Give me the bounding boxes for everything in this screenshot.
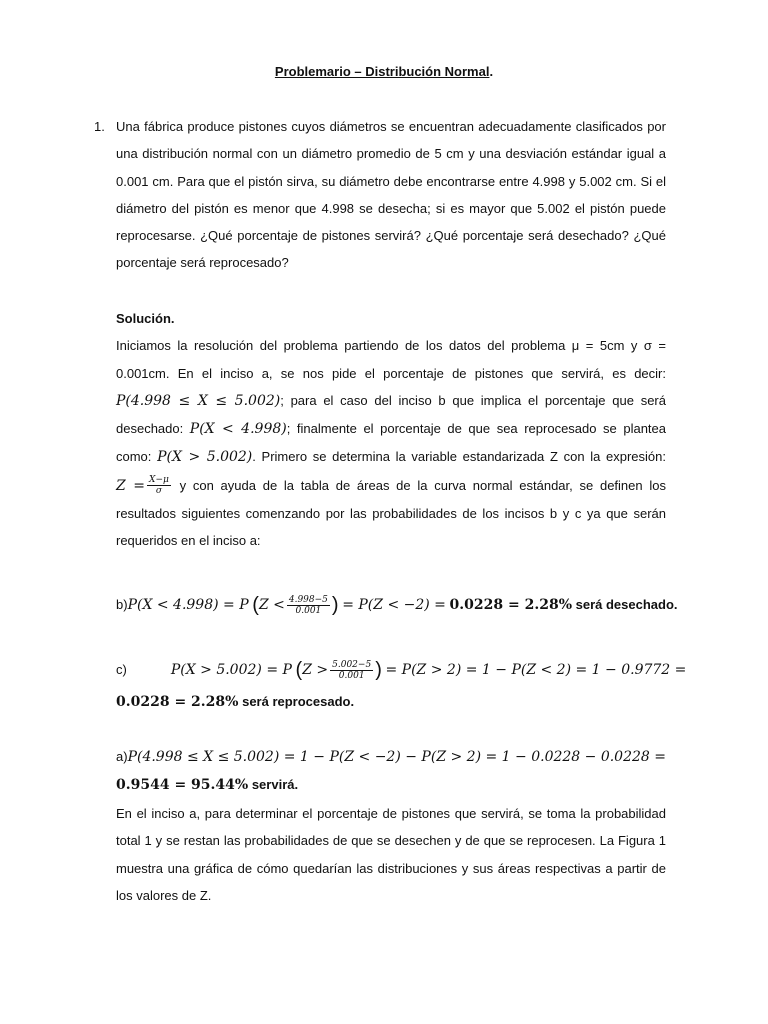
- prob-a-expression: P(4.998 ≤ X ≤ 5.002): [116, 392, 281, 409]
- final-text: En el inciso a, para determinar el porcentaje de pistones que servirá, se toma la probabilidad total 1 y se restan las probabilidades de que se desechen y de que se reprocesen. La Figura 1 muestra una gráfica de cómo quedarían las distribuciones y sus áreas respectivas a partir de los valores de Z.: [116, 806, 666, 903]
- eq-a-expression: P(4.998 ≤ X ≤ 5.002) = 1 − P(Z < −2) − P(Z > 2) = 1 − 0.0228 − 0.0228 =: [127, 749, 666, 765]
- problem-text: Una fábrica produce pistones cuyos diámetros se encuentran adecuadamente clasificados por una distribución normal con un diámetro promedio de 5 cm y una desviación estándar igual a 0.001 cm. Para que el pistón sirva, su diámetro debe encontrarse entre 4.998 y 5.002 cm. Si el diámetro del pistón es menor que 4.998 se desecha; si es mayor que 5.002 el pistón puede reprocesarse. ¿Qué porcentaje de pistones servirá? ¿Qué porcentaje será desechado? ¿Qué porcentaje será reprocesado?: [116, 119, 666, 271]
- eq-a-conclusion: servirá.: [251, 777, 299, 792]
- eq-c-label: c): [116, 661, 127, 677]
- eq-c-z: Z >: [302, 661, 329, 678]
- eq-b-numerator: 4.998−5: [288, 595, 328, 605]
- eq-b-conclusion: será desechado.: [575, 596, 678, 612]
- equation-c-result: [116, 694, 676, 710]
- sol-text-2: ; para el caso del inciso b que implica el porcentaje que será desechado:: [116, 392, 666, 437]
- solution-paragraph: [116, 332, 666, 554]
- sol-text-5: y con ayuda de la tabla de áreas de la curva normal estándar, se definen los resultados siguientes comenzando por las probabilidades de los incisos b y c ya que serán requeridos en el inciso a:: [116, 477, 666, 549]
- sol-text-1: Iniciamos la resolución del problema partiendo de los datos del problema μ = 5cm y σ = 0.001cm. En el inciso a, se nos pide el porcentaje de pistones que servirá, es decir:: [116, 338, 666, 381]
- solution-heading: Solución.: [116, 311, 175, 326]
- eq-b-close-paren: ): [331, 594, 339, 616]
- title-dot: .: [489, 64, 494, 79]
- solution-section: [116, 305, 666, 555]
- eq-c-result: 0.0228 = 2.28%: [116, 694, 239, 710]
- eq-c-denominator: 0.001: [338, 671, 365, 681]
- eq-c-lhs: P(X > 5.002) = P: [170, 661, 292, 678]
- eq-b-fraction: [287, 595, 330, 616]
- eq-c-open-paren: (: [295, 659, 303, 681]
- eq-b-rhs: = P(Z < −2) =: [342, 596, 446, 613]
- eq-b-result: 0.0228 = 2.28%: [449, 596, 572, 613]
- z-formula: [116, 475, 173, 497]
- eq-b-lhs: P(X < 4.998) = P: [127, 596, 249, 613]
- equation-a: [116, 749, 676, 765]
- eq-c-close-paren: ): [375, 659, 382, 681]
- equation-a-result: [116, 777, 676, 793]
- z-numerator: X−μ: [149, 475, 169, 486]
- title-text: Problemario – Distribución Normal: [274, 64, 490, 79]
- prob-b-expression: P(X < 4.998): [189, 421, 287, 438]
- eq-c-numerator: 5.002−5: [332, 660, 372, 670]
- eq-c-conclusion: será reprocesado.: [242, 694, 355, 709]
- equation-b: [116, 594, 676, 617]
- z-denominator: σ: [155, 486, 163, 497]
- eq-b-z: Z <: [258, 596, 285, 613]
- equation-c: [116, 659, 687, 682]
- eq-b-denominator: 0.001: [295, 606, 322, 616]
- z-fraction: [147, 475, 171, 496]
- page-title: [0, 64, 768, 79]
- eq-b-open-paren: (: [252, 594, 259, 616]
- z-lhs: Z =: [116, 477, 146, 494]
- problem-number: 1.: [94, 119, 105, 134]
- eq-a-result: 0.9544 = 95.44%: [116, 777, 249, 793]
- eq-c-rhs: = P(Z > 2) = 1 − P(Z < 2) = 1 − 0.9772 =: [385, 661, 687, 678]
- eq-a-label: a): [116, 749, 128, 764]
- sol-text-3: ; finalmente el porcentaje de que sea reprocesado se plantea como:: [116, 421, 666, 465]
- sol-text-4: . Primero se determina la variable estandarizada Z con la expresión:: [252, 449, 666, 465]
- final-paragraph: [116, 800, 666, 909]
- prob-c-expression: P(X > 5.002): [157, 449, 253, 466]
- problem-statement: [116, 113, 666, 277]
- eq-c-fraction: [330, 660, 373, 681]
- eq-b-label: b): [116, 596, 128, 612]
